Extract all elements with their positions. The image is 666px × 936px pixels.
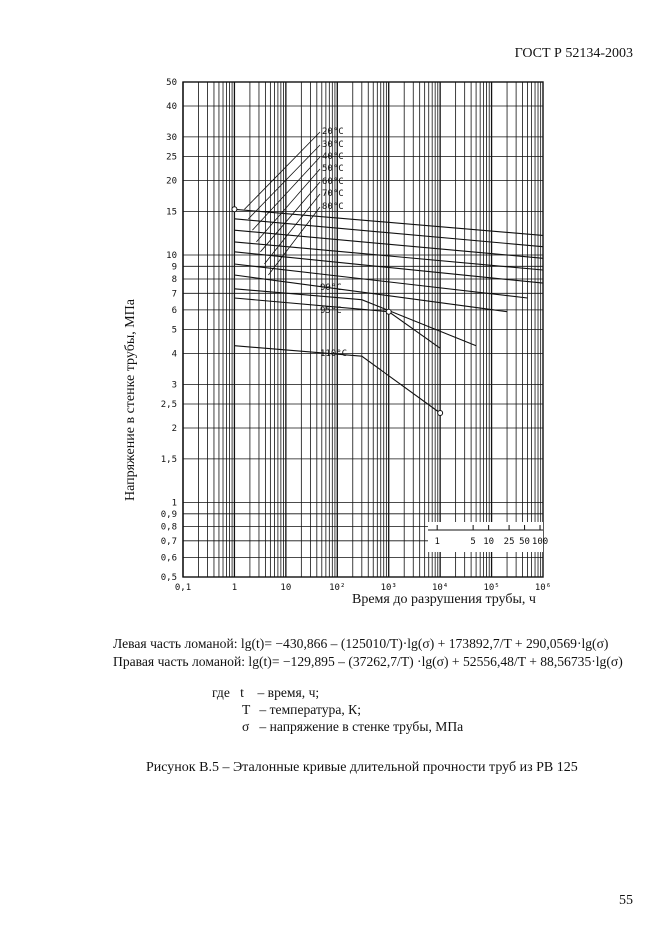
curve-label: 70°C	[322, 189, 344, 199]
y-tick-label: 6	[171, 305, 177, 316]
curve-label: 40°C	[322, 152, 344, 162]
y-tick-label: 15	[166, 207, 177, 218]
y-tick-label: 4	[171, 349, 177, 360]
y-tick-label: 25	[166, 152, 177, 163]
legend-symbol: t	[240, 685, 244, 700]
x-tick-label: 10⁴	[432, 583, 449, 593]
curve-label: 30°C	[322, 140, 344, 150]
y-tick-label: 50	[166, 78, 177, 88]
curve-label: 80°C	[322, 202, 344, 212]
y-tick-label: 0,9	[160, 509, 177, 520]
y-tick-label: 5	[171, 325, 177, 336]
curve-marker	[438, 410, 443, 415]
years-label: 5	[470, 537, 476, 547]
x-tick-label: 1	[231, 583, 238, 593]
curve-label: 95°C	[320, 306, 342, 316]
x-axis-label: Время до разрушения трубы, ч	[352, 592, 536, 607]
legend-text: – время, ч;	[257, 685, 320, 700]
curve-label: 60°C	[322, 177, 344, 187]
years-label: 25	[503, 537, 515, 547]
formula-right-label: Правая часть ломаной:	[113, 654, 246, 669]
y-tick-label: 1	[171, 498, 177, 509]
legend-symbol: T	[242, 702, 251, 717]
y-tick-label: 0,6	[160, 553, 177, 564]
curve-label: 110°C	[320, 349, 348, 359]
y-tick-label: 0,8	[160, 522, 177, 533]
y-tick-label: 7	[171, 289, 177, 300]
legend-row	[212, 718, 463, 735]
formula-right-eq: lg(t)= −129,895 – (37262,7/T) ·lg(σ) + 52556,48/T + 88,56735·lg(σ)	[248, 654, 623, 669]
y-axis-label: Напряжение в стенке трубы, МПа	[123, 299, 138, 502]
y-tick-label: 0,7	[160, 536, 177, 547]
y-tick-labels	[161, 78, 177, 583]
years-label: 10	[483, 537, 495, 547]
curve-marker	[386, 309, 391, 314]
legend-row	[212, 701, 463, 718]
curve-labels	[244, 127, 347, 359]
x-tick-label: 10⁶	[534, 583, 552, 593]
y-tick-label: 9	[171, 262, 177, 273]
x-tick-label: 10²	[329, 583, 346, 593]
y-tick-label: 2	[171, 423, 177, 434]
years-label: 1	[434, 537, 440, 547]
y-tick-label: 1,5	[160, 454, 177, 465]
formula-right	[113, 653, 623, 671]
x-tick-label: 10⁵	[483, 583, 500, 593]
x-tick-label: 0,1	[174, 583, 192, 593]
y-tick-label: 20	[166, 176, 177, 187]
legend-text: – температура, К;	[259, 702, 361, 717]
curve-label: 20°C	[322, 127, 344, 137]
page-number: 55	[619, 893, 633, 908]
symbol-legend	[212, 684, 463, 735]
years-label: 100	[531, 537, 549, 547]
document-header: ГОСТ Р 52134-2003	[514, 46, 633, 61]
legend-symbol: σ	[242, 719, 250, 734]
chart-grid	[183, 82, 543, 577]
y-tick-label: 0,5	[160, 573, 177, 583]
figure-caption: Рисунок В.5 – Эталонные кривые длительной прочности труб из РВ 125	[146, 760, 578, 775]
x-tick-label: 10³	[380, 583, 397, 593]
years-scale	[428, 522, 548, 552]
curve-label: 90°C	[320, 283, 342, 293]
curve-label: 50°C	[322, 164, 344, 174]
y-tick-label: 30	[166, 132, 177, 143]
curve-label-leader	[264, 194, 320, 264]
years-label: 50	[519, 537, 530, 547]
formula-left-label: Левая часть ломаной:	[113, 636, 238, 651]
formula-left-eq: lg(t)= −430,866 – (125010/T)·lg(σ) + 173892,7/T + 290,0569·lg(σ)	[240, 636, 609, 651]
legend-where: где	[212, 685, 230, 700]
y-tick-label: 10	[166, 250, 177, 261]
curve-marker	[232, 207, 237, 212]
y-tick-label: 8	[171, 274, 177, 285]
legend-text: – напряжение в стенке трубы, МПа	[259, 719, 464, 734]
y-tick-label: 3	[171, 380, 177, 391]
formulas-block	[113, 635, 623, 671]
curve-label-leader	[260, 182, 320, 252]
curve-label-leader	[268, 207, 320, 275]
formula-left	[113, 635, 623, 653]
y-tick-label: 2,5	[160, 400, 177, 411]
y-tick-label: 40	[166, 101, 177, 112]
x-tick-label: 10	[280, 583, 292, 593]
legend-row	[212, 684, 463, 701]
